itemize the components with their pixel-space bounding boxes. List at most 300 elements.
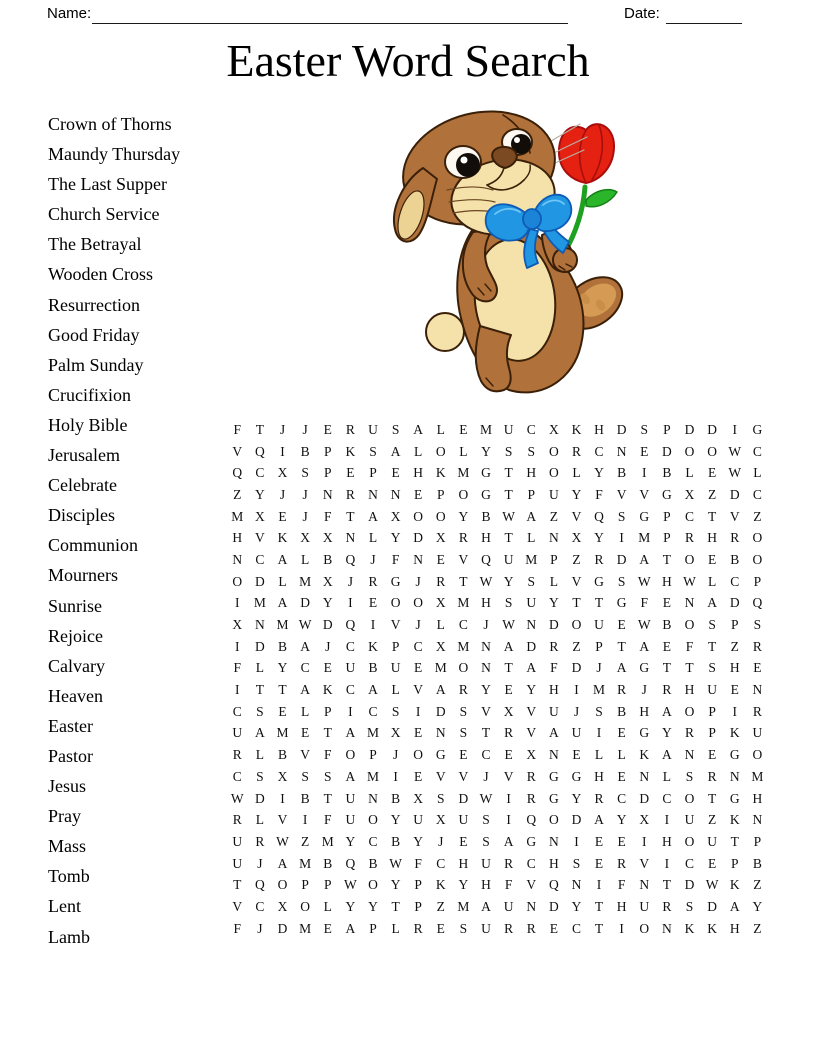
grid-letter: D	[707, 898, 717, 914]
grid-letter: I	[302, 812, 308, 828]
grid-letter: E	[617, 617, 626, 633]
grid-letter: I	[280, 790, 285, 806]
grid-letter: R	[594, 790, 604, 806]
grid-letter: M	[366, 725, 379, 741]
grid-letter: T	[617, 638, 626, 654]
grid-letter: S	[459, 725, 468, 741]
grid-letter: M	[638, 530, 651, 546]
grid-letter: N	[232, 551, 243, 567]
grid-letter: C	[684, 855, 694, 871]
grid-letter: E	[459, 421, 468, 437]
grid-letter: E	[594, 855, 604, 871]
word-item: Calvary	[48, 655, 105, 676]
grid-letter: A	[300, 682, 310, 698]
grid-letter: G	[548, 768, 559, 784]
grid-letter: X	[413, 790, 424, 806]
grid-letter: J	[279, 421, 286, 437]
grid-letter: S	[459, 703, 468, 719]
word-item: Celebrate	[48, 475, 117, 496]
grid-letter: D	[684, 421, 695, 437]
grid-letter: P	[730, 617, 739, 633]
grid-letter: P	[369, 920, 377, 936]
grid-letter: I	[506, 790, 511, 806]
grid-letter: I	[732, 421, 737, 437]
grid-letter: N	[322, 486, 333, 502]
grid-letter: Y	[616, 812, 627, 828]
grid-letter: D	[413, 530, 424, 546]
grid-letter: K	[729, 812, 740, 828]
grid-letter: W	[502, 508, 515, 524]
grid-letter: M	[299, 855, 312, 871]
grid-letter: Z	[753, 920, 762, 936]
grid-letter: D	[639, 790, 650, 806]
grid-letter: R	[752, 638, 762, 654]
grid-letter: T	[662, 551, 671, 567]
grid-letter: X	[322, 530, 333, 546]
grid-letter: C	[526, 855, 536, 871]
grid-letter: Y	[322, 595, 333, 611]
grid-letter: I	[370, 617, 376, 633]
grid-letter: V	[639, 486, 650, 502]
grid-letter: O	[458, 660, 469, 676]
grid-letter: X	[277, 898, 288, 914]
grid-letter: H	[481, 877, 491, 893]
grid-letter: Y	[458, 877, 469, 893]
grid-letter: Q	[345, 551, 356, 567]
grid-letter: O	[684, 617, 695, 633]
grid-letter: R	[549, 638, 559, 654]
grid-letter: U	[481, 855, 491, 871]
grid-letter: L	[436, 617, 445, 633]
grid-letter: L	[662, 768, 671, 784]
grid-letter: M	[299, 920, 312, 936]
grid-letter: E	[707, 855, 717, 871]
grid-letter: D	[729, 595, 740, 611]
grid-letter: J	[279, 486, 286, 502]
grid-letter: Q	[526, 812, 537, 828]
grid-letter: R	[504, 725, 514, 741]
grid-letter: M	[253, 595, 266, 611]
grid-letter: B	[617, 703, 627, 719]
grid-letter: E	[730, 682, 739, 698]
grid-letter: C	[255, 898, 265, 914]
grid-letter: E	[301, 725, 310, 741]
grid-letter: T	[504, 530, 513, 546]
grid-letter: T	[662, 660, 671, 676]
tulip-flower	[559, 124, 614, 183]
grid-letter: V	[571, 573, 582, 589]
grid-letter: T	[459, 573, 468, 589]
grid-letter: P	[323, 443, 332, 459]
grid-letter: C	[684, 508, 694, 524]
grid-letter: C	[300, 660, 310, 676]
grid-letter: O	[413, 595, 424, 611]
grid-letter: R	[526, 790, 536, 806]
grid-letter: G	[435, 747, 446, 763]
grid-letter: J	[370, 551, 376, 567]
grid-letter: Q	[345, 617, 356, 633]
grid-letter: S	[391, 421, 400, 437]
grid-letter: J	[302, 486, 308, 502]
grid-letter: X	[435, 530, 446, 546]
grid-letter: A	[548, 725, 559, 741]
grid-letter: P	[391, 638, 400, 654]
grid-letter: H	[481, 530, 491, 546]
grid-letter: N	[368, 486, 378, 502]
word-item: Holy Bible	[48, 414, 128, 435]
grid-letter: M	[593, 682, 606, 698]
grid-letter: Y	[752, 898, 763, 914]
grid-letter: P	[323, 465, 332, 481]
grid-letter: I	[348, 703, 353, 719]
word-item: Disciples	[48, 505, 115, 526]
grid-letter: X	[684, 486, 695, 502]
grid-letter: V	[526, 703, 537, 719]
grid-letter: K	[345, 443, 356, 459]
grid-letter: X	[300, 530, 310, 546]
grid-letter: O	[458, 486, 469, 502]
grid-letter: A	[413, 421, 424, 437]
grid-letter: J	[483, 617, 489, 633]
word-item: Palm Sunday	[48, 354, 144, 375]
grid-letter: U	[458, 812, 469, 828]
grid-letter: N	[390, 486, 401, 502]
grid-letter: P	[437, 486, 445, 502]
grid-letter: P	[369, 747, 377, 763]
grid-letter: J	[302, 508, 308, 524]
grid-letter: R	[436, 573, 446, 589]
grid-letter: F	[323, 747, 332, 763]
grid-letter: I	[235, 682, 240, 698]
grid-letter: K	[322, 682, 333, 698]
grid-letter: V	[729, 508, 740, 524]
grid-letter: R	[684, 530, 694, 546]
grid-letter: L	[685, 465, 694, 481]
grid-letter: L	[391, 682, 400, 698]
grid-letter: O	[684, 790, 695, 806]
grid-letter: V	[526, 725, 537, 741]
grid-letter: V	[232, 443, 243, 459]
grid-letter: E	[640, 443, 649, 459]
grid-letter: S	[459, 920, 468, 936]
grid-letter: S	[256, 768, 264, 784]
grid-letter: L	[707, 573, 717, 589]
grid-letter: F	[617, 877, 626, 893]
grid-letter: H	[707, 530, 717, 546]
grid-letter: L	[753, 465, 762, 481]
grid-letter: F	[595, 486, 603, 502]
grid-letter: P	[663, 530, 671, 546]
grid-letter: H	[594, 421, 604, 437]
easter-bunny-image	[383, 101, 641, 400]
grid-letter: R	[255, 833, 265, 849]
grid-letter: N	[616, 443, 627, 459]
grid-letter: A	[503, 833, 514, 849]
grid-letter: X	[548, 421, 559, 437]
word-item: Good Friday	[48, 324, 140, 345]
grid-letter: R	[707, 768, 717, 784]
grid-letter: E	[617, 833, 626, 849]
grid-letter: I	[574, 682, 579, 698]
word-item: Resurrection	[48, 294, 140, 315]
grid-letter: U	[548, 486, 559, 502]
grid-letter: O	[548, 812, 559, 828]
grid-letter: B	[368, 855, 378, 871]
grid-letter: N	[639, 877, 650, 893]
grid-letter: E	[617, 768, 626, 784]
grid-letter: X	[571, 530, 582, 546]
grid-letter: R	[594, 551, 604, 567]
grid-letter: K	[707, 920, 717, 936]
word-item: Communion	[48, 535, 139, 556]
grid-letter: H	[413, 465, 424, 481]
grid-letter: Y	[548, 595, 559, 611]
grid-letter: P	[323, 703, 332, 719]
grid-letter: S	[685, 768, 694, 784]
grid-letter: R	[345, 421, 355, 437]
grid-letter: V	[435, 768, 446, 784]
grid-letter: K	[277, 530, 288, 546]
grid-letter: Z	[753, 508, 762, 524]
grid-letter: R	[413, 920, 423, 936]
grid-letter: T	[346, 508, 355, 524]
grid-letter: E	[617, 725, 626, 741]
grid-letter: P	[708, 703, 716, 719]
grid-letter: Q	[594, 508, 604, 524]
grid-letter: S	[323, 768, 332, 784]
grid-letter: U	[548, 703, 559, 719]
grid-letter: L	[278, 573, 287, 589]
grid-letter: N	[571, 877, 582, 893]
grid-letter: E	[707, 465, 717, 481]
grid-letter: A	[345, 768, 356, 784]
grid-letter: P	[414, 877, 422, 893]
grid-letter: T	[594, 595, 604, 611]
grid-letter: N	[368, 790, 378, 806]
grid-letter: N	[548, 530, 559, 546]
grid-letter: J	[325, 638, 331, 654]
grid-letter: E	[707, 551, 717, 567]
grid-letter: Q	[345, 855, 356, 871]
grid-letter: U	[481, 920, 491, 936]
grid-letter: L	[255, 660, 265, 676]
grid-letter: V	[458, 551, 469, 567]
grid-letter: O	[435, 508, 446, 524]
grid-letter: E	[753, 660, 762, 676]
grid-letter: A	[526, 508, 537, 524]
grid-letter: H	[594, 768, 604, 784]
grid-letter: O	[390, 595, 401, 611]
grid-letter: C	[752, 443, 762, 459]
grid-letter: E	[278, 703, 287, 719]
grid-letter: J	[415, 617, 421, 633]
word-item: Maundy Thursday	[48, 144, 181, 165]
word-item: Wooden Cross	[48, 264, 154, 285]
grid-letter: C	[571, 920, 581, 936]
grid-letter: X	[232, 617, 243, 633]
grid-letter: S	[504, 443, 513, 459]
grid-letter: S	[369, 443, 377, 459]
grid-letter: E	[459, 833, 468, 849]
grid-letter: A	[639, 638, 650, 654]
grid-letter: D	[729, 486, 740, 502]
grid-letter: T	[594, 920, 604, 936]
grid-letter: R	[752, 703, 762, 719]
grid-letter: Y	[526, 682, 537, 698]
word-item: Easter	[48, 715, 93, 736]
grid-letter: Y	[481, 443, 491, 459]
grid-letter: M	[457, 898, 470, 914]
grid-letter: A	[345, 920, 356, 936]
grid-letter: E	[414, 660, 423, 676]
grid-letter: A	[503, 638, 514, 654]
grid-letter: Z	[436, 898, 445, 914]
grid-letter: S	[482, 833, 490, 849]
grid-letter: C	[232, 768, 242, 784]
grid-letter: K	[435, 465, 446, 481]
grid-letter: R	[526, 920, 536, 936]
grid-letter: S	[572, 855, 581, 871]
grid-letter: I	[574, 833, 579, 849]
bunny-tail	[426, 313, 464, 351]
grid-letter: D	[322, 617, 333, 633]
grid-letter: H	[232, 530, 243, 546]
grid-letter: T	[504, 486, 513, 502]
grid-letter: H	[729, 920, 740, 936]
grid-letter: I	[642, 465, 647, 481]
grid-letter: U	[707, 833, 717, 849]
word-item: Pray	[48, 806, 81, 827]
grid-letter: P	[550, 551, 558, 567]
grid-letter: X	[277, 768, 288, 784]
grid-letter: L	[368, 530, 378, 546]
grid-letter: D	[616, 551, 627, 567]
word-item: Pastor	[48, 745, 93, 766]
grid-letter: T	[594, 898, 604, 914]
grid-letter: C	[617, 790, 627, 806]
grid-letter: C	[594, 443, 604, 459]
grid-letter: E	[549, 920, 558, 936]
grid-letter: A	[639, 551, 650, 567]
grid-letter: E	[414, 725, 423, 741]
grid-letter: J	[596, 660, 602, 676]
grid-letter: U	[639, 898, 650, 914]
grid-letter: S	[301, 768, 309, 784]
grid-letter: Y	[368, 898, 378, 914]
grid-letter: Y	[571, 486, 582, 502]
grid-letter: X	[255, 508, 265, 524]
grid-letter: J	[438, 833, 444, 849]
grid-letter: X	[277, 465, 288, 481]
grid-letter: M	[457, 638, 470, 654]
grid-letter: E	[414, 768, 423, 784]
grid-letter: E	[436, 551, 445, 567]
grid-letter: C	[481, 747, 491, 763]
grid-letter: H	[526, 465, 537, 481]
grid-letter: C	[345, 638, 355, 654]
grid-letter: R	[504, 855, 514, 871]
grid-letter: R	[368, 573, 378, 589]
grid-letter: I	[596, 877, 602, 893]
grid-letter: N	[662, 920, 672, 936]
grid-letter: U	[594, 617, 604, 633]
grid-letter: L	[255, 812, 265, 828]
name-input-line[interactable]	[92, 4, 568, 24]
grid-letter: T	[730, 833, 739, 849]
grid-letter: F	[323, 812, 332, 828]
grid-letter: M	[525, 551, 538, 567]
grid-letter: T	[391, 898, 400, 914]
grid-letter: U	[232, 855, 243, 871]
grid-letter: U	[707, 682, 717, 698]
grid-letter: I	[506, 812, 511, 828]
grid-letter: O	[684, 443, 695, 459]
grid-letter: S	[437, 790, 445, 806]
grid-letter: I	[596, 725, 602, 741]
grid-letter: P	[301, 877, 309, 893]
word-item: Jerusalem	[48, 445, 120, 466]
grid-letter: V	[232, 898, 243, 914]
grid-letter: T	[662, 877, 671, 893]
grid-letter: Y	[481, 682, 491, 698]
grid-letter: E	[662, 595, 671, 611]
grid-letter: W	[705, 877, 719, 893]
grid-letter: W	[683, 573, 696, 589]
grid-letter: A	[616, 660, 627, 676]
grid-letter: S	[391, 703, 400, 719]
grid-letter: B	[730, 551, 740, 567]
grid-letter: Q	[752, 595, 763, 611]
grid-letter: K	[729, 877, 740, 893]
grid-letter: P	[753, 573, 762, 589]
word-item: Lamb	[48, 926, 90, 947]
grid-letter: W	[230, 790, 244, 806]
grid-letter: N	[481, 638, 491, 654]
grid-letter: S	[482, 812, 490, 828]
grid-letter: S	[708, 660, 716, 676]
grid-letter: V	[277, 812, 288, 828]
grid-letter: T	[255, 421, 265, 437]
grid-letter: T	[278, 682, 287, 698]
word-item: Crown of Thorns	[48, 114, 172, 134]
grid-letter: O	[548, 443, 559, 459]
grid-letter: U	[345, 812, 356, 828]
bunny-left-foot	[476, 326, 511, 391]
grid-letter: G	[729, 747, 740, 763]
grid-letter: D	[255, 638, 265, 654]
grid-letter: Z	[707, 486, 717, 502]
grid-letter: B	[300, 790, 310, 806]
grid-letter: V	[300, 747, 310, 763]
grid-letter: S	[640, 421, 649, 437]
grid-letter: J	[257, 920, 263, 936]
grid-letter: M	[321, 833, 334, 849]
grid-letter: B	[278, 747, 288, 763]
grid-letter: Q	[232, 465, 243, 481]
grid-letter: I	[619, 920, 624, 936]
grid-letter: N	[526, 617, 537, 633]
grid-letter: I	[664, 812, 670, 828]
grid-letter: U	[232, 833, 243, 849]
date-input-line[interactable]	[666, 4, 742, 24]
grid-letter: N	[526, 898, 537, 914]
grid-letter: I	[348, 595, 353, 611]
grid-letter: M	[751, 768, 764, 784]
grid-letter: V	[639, 855, 650, 871]
word-item: Sunrise	[48, 595, 102, 616]
grid-letter: P	[369, 465, 377, 481]
grid-letter: C	[232, 703, 242, 719]
